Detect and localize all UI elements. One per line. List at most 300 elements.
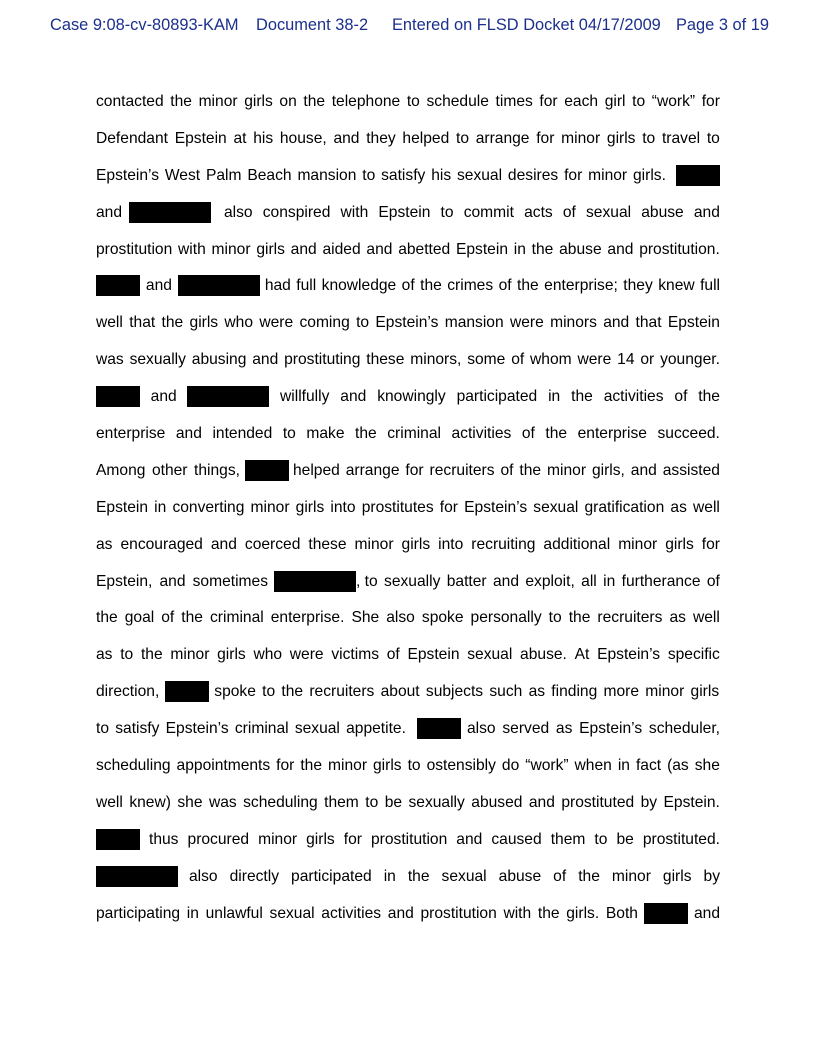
body-word: into [438,535,464,553]
body-word: knowledge [321,277,397,295]
body-word: prostitution [96,240,173,258]
body-word: and [96,203,123,221]
body-word: subjects [425,683,484,701]
body-word: girls [189,314,219,332]
body-word: when [574,757,612,775]
body-line [96,498,720,535]
body-word: at [233,129,247,147]
body-word: girls. [632,166,666,184]
body-word: unlawful [205,904,263,922]
body-word: desires [507,166,559,184]
body-word: Epstein’s [96,166,159,184]
body-word: girls [373,757,402,775]
body-word: in [617,757,630,775]
body-word: the [140,646,163,664]
body-line [96,535,720,572]
body-word: as [96,535,113,553]
body-word: the [537,904,560,922]
body-word: appetite. [346,720,406,738]
redaction-box [96,386,140,407]
body-word: things, [194,461,240,479]
line-segment [149,830,720,850]
body-word: Palm [205,166,242,184]
body-word: fact [635,757,662,775]
body-word: the [531,240,554,258]
body-word: in [383,867,396,885]
body-word: she [694,757,720,775]
body-word: exploit, [525,572,575,590]
body-word: direction, [96,683,160,701]
redaction-box [187,386,269,407]
body-word: sexual [441,867,487,885]
body-word: Epstein’s [579,720,643,738]
body-word: also [189,867,218,885]
body-word: other [151,461,188,479]
body-word: and [607,240,634,258]
line-segment [96,572,268,592]
body-word: sometimes [192,572,268,590]
body-word: (as [667,757,689,775]
body-word: willfully [280,388,330,406]
body-word: batter [446,572,487,590]
redaction-box [96,275,140,296]
body-word: Both [605,904,638,922]
body-word: crimes [447,277,494,295]
body-word: of [521,425,535,443]
body-word: Epstein [378,203,431,221]
body-word: for [439,498,458,516]
body-word: that [635,314,662,332]
redaction-box [644,903,688,924]
body-word: to [706,129,720,147]
body-word: to [262,683,276,701]
body-word: sexual [467,646,513,664]
body-word: activities [451,425,512,443]
body-word: the [545,425,568,443]
body-word: satisfy [381,166,426,184]
body-word: of [500,461,514,479]
line-segment [189,867,720,887]
body-word: and [150,388,177,406]
body-word: the [170,93,192,110]
body-word: be [384,793,403,811]
body-word: well [96,793,123,811]
body-word: conspired [262,203,331,221]
body-word: finding [551,683,598,701]
body-word: and [492,572,520,590]
body-word: schedule [426,93,489,110]
body-line [96,424,720,461]
body-word: minor [250,498,290,516]
body-word: the [407,867,430,885]
body-word: participated [291,867,372,885]
body-word: who [253,646,283,664]
body-word: house, [279,129,327,147]
body-word: were [509,314,544,332]
document-number: Document 38-2 [256,16,369,34]
body-line [96,719,720,756]
body-word: recruiters [429,461,495,479]
body-word: scheduling [243,793,318,811]
body-word: as [670,498,687,516]
body-word: the [96,609,118,627]
body-line [96,166,720,203]
body-word: of [674,388,688,406]
body-word: sexually [129,351,186,369]
body-word: helped [402,129,450,147]
body-word: the [517,277,539,295]
body-word: intended [212,425,273,443]
body-word: goal [124,609,155,627]
body-word: in [186,904,199,922]
body-word: activities [321,904,382,922]
body-word: the [300,757,323,775]
body-word: by [640,793,658,811]
body-word: abusing [191,351,247,369]
body-word: thus [149,830,179,848]
body-word: minor [258,830,298,848]
body-word: for [564,166,583,184]
body-word: younger. [660,351,720,369]
body-word: as [528,683,546,701]
redaction-box [676,165,720,186]
redaction-box [417,718,461,739]
body-word: minors [550,314,597,332]
body-word: and [387,904,414,922]
redaction-box [96,866,178,887]
body-word: recruiters [309,683,375,701]
body-word: full [296,277,317,295]
body-word: about [380,683,420,701]
body-word: for [539,93,558,110]
body-word: scheduling [96,757,171,775]
redaction-box [129,202,211,223]
body-word: make [306,425,345,443]
body-line [96,92,720,129]
line-segment [96,904,638,924]
body-word: minor [618,535,658,553]
body-word: criminal [387,425,441,443]
body-word: prostituted [561,793,635,811]
body-word: enterprise [577,425,647,443]
body-word: also [467,720,496,738]
body-word: abused [471,793,523,811]
body-word: well [692,609,720,627]
body-word: abuse [559,240,602,258]
body-word: and [603,314,630,332]
body-word: girls [306,830,335,848]
body-word: for [701,93,720,110]
body-word: served [502,720,550,738]
body-word: and [175,425,202,443]
line-segment [293,461,720,481]
body-word: the [519,461,542,479]
body-word: sexual [456,166,503,184]
body-word: in [513,240,526,258]
body-word: spoke [421,609,464,627]
body-line [96,350,720,387]
body-word: furtherance [621,572,701,590]
body-word: knew [658,277,695,295]
body-word: the [355,425,377,443]
body-word: minor [211,240,251,258]
line-segment [467,719,720,739]
body-word: such [489,683,523,701]
body-word: 14 [617,351,635,369]
body-line [96,830,720,867]
body-word: and [145,277,172,295]
body-word: participated [456,388,538,406]
body-word: and [456,830,483,848]
body-word: that [129,314,156,332]
body-word: with [340,203,369,221]
body-word: sexual [294,720,340,738]
body-word: in [154,498,167,516]
body-word: girls [606,129,636,147]
body-word: to [282,425,296,443]
body-word: to [455,129,469,147]
body-word: Beach [247,166,292,184]
body-word: they [623,277,653,295]
court-filing-stamp [0,16,816,38]
body-word: who [224,314,254,332]
body-word: be [616,830,634,848]
body-word: the [698,388,720,406]
body-word: the [281,683,304,701]
body-word: these [308,535,347,553]
body-word: scheduler, [648,720,720,738]
body-word: the [578,867,600,885]
body-word: all [581,572,597,590]
body-word: arrange [345,461,400,479]
body-word: was [96,351,124,369]
body-word: Among [96,461,146,479]
body-word: personally [470,609,542,627]
line-segment [280,387,720,407]
body-word: the [181,609,203,627]
body-word: also [386,609,415,627]
body-word: full [700,277,720,295]
body-word: were [577,351,612,369]
body-word: in [603,572,616,590]
body-word: Epstein [174,129,227,147]
body-word: and [252,351,279,369]
body-word: “work” [525,757,569,775]
body-word: to [632,93,646,110]
body-word: in [548,388,561,406]
line-segment [214,682,719,702]
body-word: to [594,830,608,848]
body-word: had [264,277,291,295]
page-number: Page 3 of 19 [676,16,769,34]
body-word: into [330,498,356,516]
body-word: the [568,609,591,627]
body-word: Epstein. [663,793,720,811]
body-word: aided [322,240,361,258]
body-word: some [467,351,506,369]
body-word: with [503,904,532,922]
body-word: girls [401,535,431,553]
body-word: as [555,720,573,738]
body-word: criminal [210,609,264,627]
body-word: mansion [444,314,504,332]
body-word: prostituting [284,351,361,369]
body-word: commit [463,203,514,221]
redaction-box [245,460,289,481]
redaction-box [274,571,356,592]
body-word: Epstein, [96,572,153,590]
body-word: to [407,757,421,775]
body-word: knowingly [377,388,446,406]
body-word: to [96,720,110,738]
body-word: “work” [651,93,696,110]
body-word: procured [187,830,250,848]
body-word: girls. [566,904,600,922]
body-word: do [501,757,520,775]
body-word: minor [198,93,238,110]
body-word: them [324,793,359,811]
body-word: these [366,351,405,369]
body-word: activities [603,388,664,406]
body-word: times [495,93,533,110]
body-word: sexually [384,572,441,590]
body-word: of [498,277,512,295]
body-word: Epstein [667,314,720,332]
body-word: prostitution. [639,240,720,258]
body-word: West [164,166,201,184]
body-word: Epstein [407,646,460,664]
body-word: and [290,240,317,258]
body-word: girls [295,498,325,516]
body-word: coming [299,314,350,332]
body-word: recruiting [471,535,536,553]
line-segment [356,572,720,592]
body-word: girls [217,646,246,664]
body-word: directly [229,867,280,885]
body-word: telephone [331,93,401,110]
body-word: sexually [408,793,465,811]
body-word: abuse [641,203,684,221]
body-word: also [224,203,253,221]
body-word: victims [331,646,379,664]
body-word: Epstein’s [597,646,661,664]
body-word: coerced [244,535,301,553]
body-word: girl [604,93,626,110]
body-word: was [208,793,237,811]
body-word: girls [256,240,285,258]
body-word: criminal [234,720,289,738]
body-word: were [289,646,324,664]
body-word: travel [661,129,701,147]
line-segment [224,203,720,223]
body-line [96,572,720,609]
body-word: to [406,93,420,110]
body-word: them [550,830,586,848]
line-segment [96,166,666,186]
body-word: and [630,461,657,479]
body-word: of [706,572,720,590]
body-word: of [553,867,567,885]
body-word: arrange [475,129,530,147]
body-word: the [571,388,593,406]
body-word: and [693,203,720,221]
body-word: to [642,129,656,147]
line-segment [265,276,720,296]
body-word: of [511,351,525,369]
body-word: sexual [586,203,632,221]
body-line [96,276,720,313]
body-word: Epstein’s [165,720,229,738]
body-word: minor [645,683,685,701]
body-word: Epstein [96,498,149,516]
body-word: additional [543,535,611,553]
body-word: they [366,129,396,147]
body-line [96,904,720,941]
body-word: minor [561,129,601,147]
body-line [96,867,720,904]
body-word: assisted [662,461,720,479]
body-word: encouraged [120,535,203,553]
body-word: girls [244,93,273,110]
body-word: and [210,535,237,553]
line-segment [96,461,240,481]
body-line [96,203,720,240]
body-word: prostitutes [361,498,434,516]
body-word: to [365,793,379,811]
body-word: , to [356,572,378,590]
body-word: appointments [176,757,271,775]
body-word: Defendant [96,129,168,147]
body-word: minor [328,757,368,775]
body-word: as [96,646,113,664]
body-word: the [420,277,442,295]
body-word: and [159,572,186,590]
body-word: sexual [269,904,315,922]
body-word: his [431,166,452,184]
body-word: At [574,646,590,664]
body-word: for [536,129,555,147]
body-line [96,682,720,719]
body-word: prostitution [420,904,497,922]
body-word: sexual [533,498,579,516]
body-word: to [548,609,562,627]
redaction-box [165,681,209,702]
body-word: or [640,351,655,369]
body-word: each [564,93,599,110]
body-word: girls [662,867,692,885]
body-line [96,645,720,682]
body-word: and [693,904,720,922]
body-word: well [96,314,123,332]
body-line [96,793,720,830]
body-word: abetted [398,240,451,258]
body-line [96,240,720,277]
body-word: minor [170,646,210,664]
body-word: enterprise; [544,277,618,295]
body-word: minors, [410,351,462,369]
body-line [96,129,720,166]
body-word: satisfy [115,720,160,738]
body-word: She [351,609,380,627]
body-line [96,608,720,645]
body-word: minor [588,166,628,184]
body-word: Epstein [455,240,508,258]
body-word: as [669,609,686,627]
body-line [96,756,720,793]
body-word: helped [293,461,340,479]
body-word: recruiters [597,609,663,627]
body-word: the [303,93,326,110]
